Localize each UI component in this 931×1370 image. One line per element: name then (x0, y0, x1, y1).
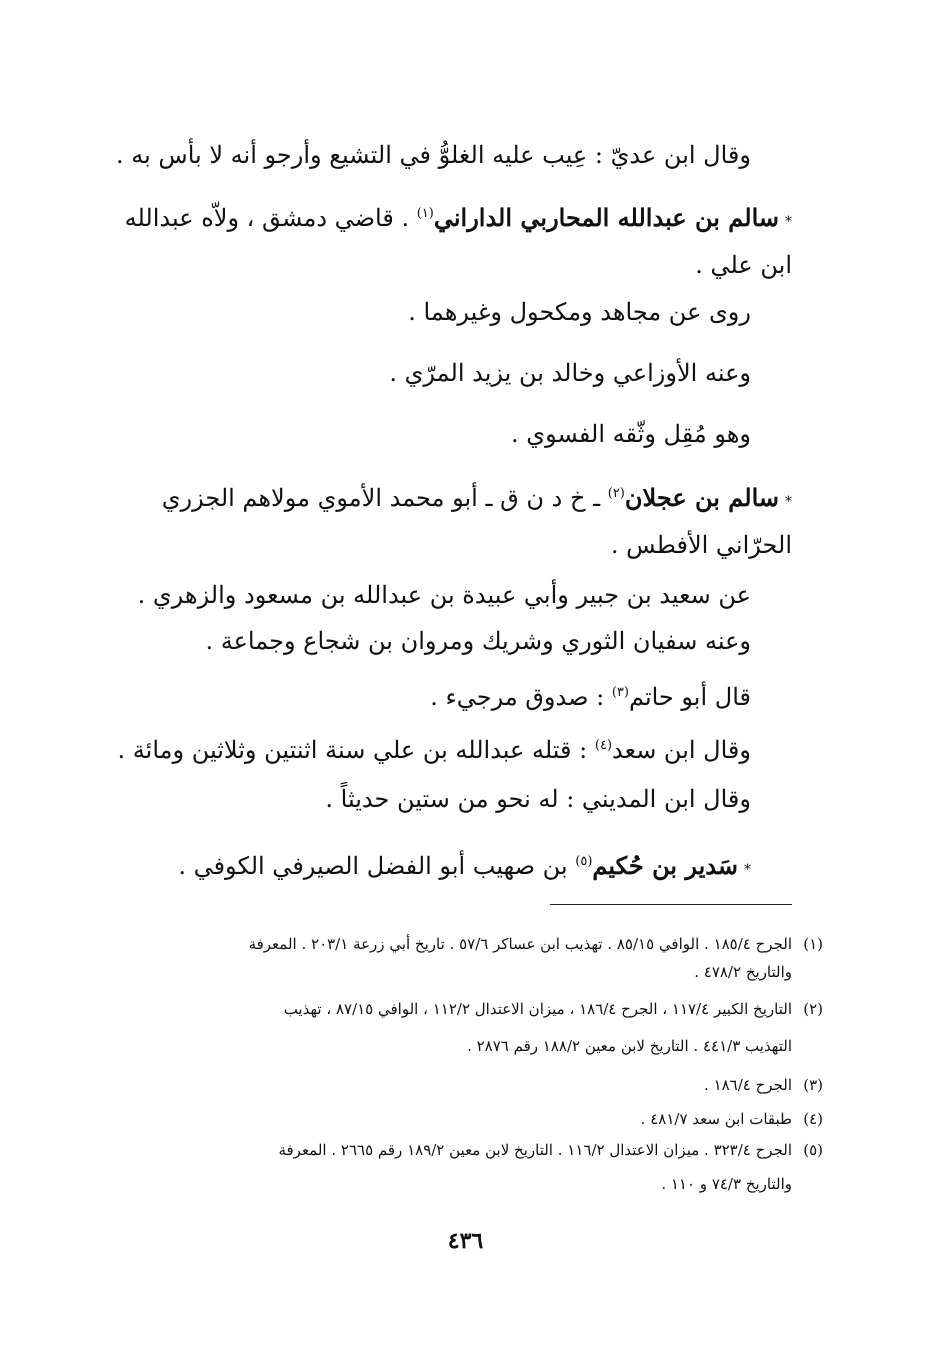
text-line: وهو مُقِل وثّقه الفسوي . (511, 420, 751, 448)
text-line: وعنه الأوزاعي وخالد بن يزيد المرّي . (389, 359, 751, 387)
footnote-ref: (٣) (611, 685, 629, 700)
entry-name: سَدير بن حُكيم (592, 851, 738, 880)
entry-name: سالم بن عبدالله المحاربي الداراني (433, 203, 779, 232)
footnote-ref: (٤) (594, 738, 613, 753)
text-line: ابن علي . (695, 251, 792, 279)
footnote-text: الجرح ٣٢٣/٤ . ميزان الاعتدال ١١٦/٢ . التاريخ لابن معين ١٨٩/٢ رقم ٢٦٦٥ . المعرفة (278, 1141, 792, 1159)
footnote-number: (٥) (803, 1141, 823, 1159)
footnote-ref: (٢) (607, 486, 625, 501)
text-line: عن سعيد بن جبير وأبي عبيدة بن عبدالله بن مسعود والزهري . (137, 581, 751, 609)
text-line (118, 735, 751, 765)
footnote-text: الجرح ١٨٥/٤ . الوافي ٨٥/١٥ . تهذيب ابن عساكر ٥٧/٦ . تاريخ أبي زرعة ٢٠٣/١ . المعرفة (248, 935, 792, 953)
text-line: وقال ابن المديني : له نحو من ستين حديثاً . (325, 785, 751, 813)
footnote-text: طبقات ابن سعد ٤٨١/٧ . (640, 1110, 792, 1128)
footnote-text: التاريخ الكبير ١١٧/٤ ، الجرح ١٨٦/٤ ، ميزان الاعتدال ١١٢/٢ ، الوافي ٨٧/١٥ ، تهذيب (283, 1000, 792, 1018)
entry-heading (178, 851, 751, 885)
entry-description: . قاضي دمشق ، ولاّه عبدالله (124, 204, 417, 232)
footnote-ref: (١) (416, 206, 434, 221)
footnote-number: (٤) (803, 1110, 823, 1128)
entry-description: بن صهيب أبو الفضل الصيرفي الكوفي . (178, 852, 576, 880)
entry-heading (125, 203, 792, 237)
footnote-text: الجرح ١٨٦/٤ . (704, 1076, 792, 1094)
text-segment: : صدوق مرجيء . (430, 683, 612, 711)
entry-marker: * (744, 862, 751, 878)
text-line (430, 682, 751, 712)
text-line: وقال ابن عديّ : عِيب عليه الغلوُّ في التشيع وأرجو أنه لا بأس به . (115, 141, 751, 169)
text-line: روى عن مجاهد ومكحول وغيرهما . (408, 298, 751, 326)
entry-heading (162, 483, 792, 517)
text-segment: قال أبو حاتم (628, 683, 751, 711)
footnote-text: التهذيب ٤٤١/٣ . التاريخ لابن معين ١٨٨/٢ رقم ٢٨٧٦ . (467, 1037, 792, 1055)
footnote-divider (550, 904, 792, 905)
entry-marker: * (785, 214, 792, 230)
text-segment: وقال ابن سعد (612, 736, 751, 764)
entry-name: سالم بن عجلان (624, 483, 779, 512)
entry-marker: * (785, 494, 792, 510)
footnote-number: (٢) (803, 1000, 823, 1018)
footnote-text: والتاريخ ٤٧٨/٢ . (694, 963, 792, 981)
page-number: ٤٣٦ (447, 1228, 484, 1254)
text-segment: : قتله عبدالله بن علي سنة اثنتين وثلاثين ومائة . (117, 736, 595, 764)
footnote-number: (٣) (803, 1076, 823, 1094)
text-line: الحرّاني الأفطس . (610, 531, 792, 559)
text-line: وعنه سفيان الثوري وشريك ومروان بن شجاع وجماعة . (205, 627, 751, 655)
entry-description: ـ خ د ن ق ـ أبو محمد الأموي مولاهم الجزري (161, 484, 608, 512)
footnote-number: (١) (803, 935, 823, 953)
footnote-ref: (٥) (575, 854, 593, 869)
footnote-text: والتاريخ ٧٤/٣ و ١١٠ . (661, 1175, 792, 1193)
